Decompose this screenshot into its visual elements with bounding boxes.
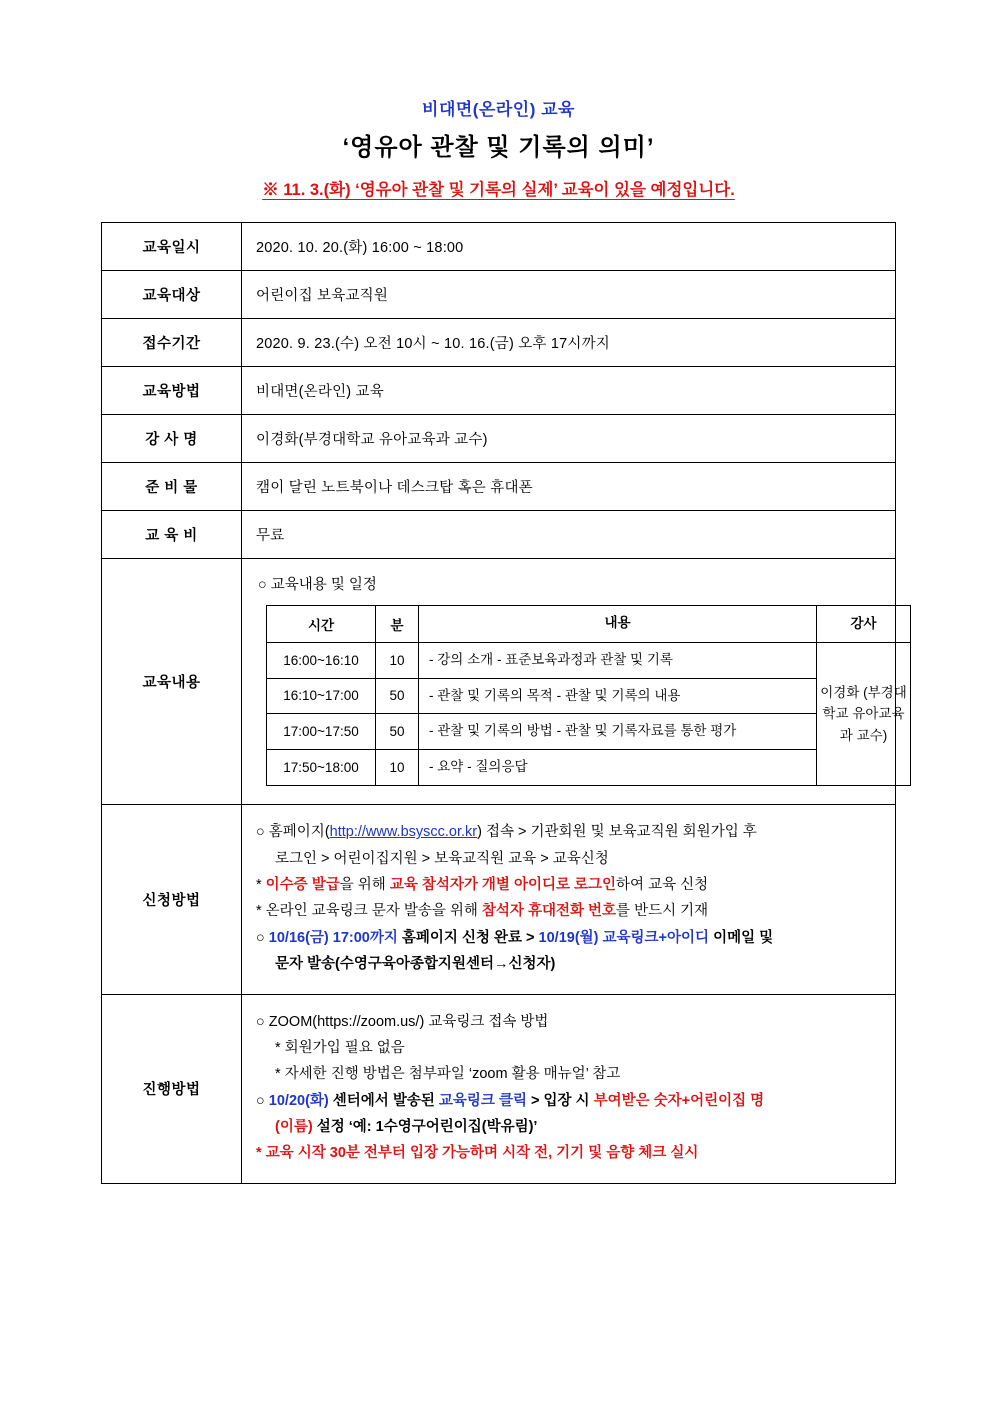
apply-line-3-red2: 교육 참석자가 개별 아이디로 로그인 bbox=[389, 877, 617, 894]
schedule-minutes: 10 bbox=[376, 750, 419, 786]
schedule-content bbox=[419, 642, 817, 678]
table-row bbox=[102, 271, 896, 319]
apply-line-5-c: 이메일 및 bbox=[709, 929, 774, 946]
row-value-instructor: 이경화(부경대학교 유아교육과 교수) bbox=[242, 415, 896, 463]
schedule-content bbox=[419, 750, 817, 786]
schedule-minutes: 50 bbox=[376, 714, 419, 750]
process-line-5-red2: (이름) bbox=[275, 1119, 313, 1136]
schedule-header-row bbox=[267, 606, 911, 643]
row-value-curriculum bbox=[242, 559, 907, 805]
table-row-apply bbox=[102, 805, 896, 994]
apply-line-5-a: ○ bbox=[256, 929, 269, 946]
table-row-process bbox=[102, 994, 896, 1183]
table-row bbox=[102, 223, 896, 271]
instructor-affiliation-line: 유아교육과 bbox=[839, 706, 905, 743]
header-notice: ※ 11. 3.(화) ‘영유아 관찰 및 기록의 실제’ 교육이 있을 예정입니다. bbox=[262, 181, 735, 199]
apply-line-1-a: ○ 홈페이지( bbox=[256, 824, 330, 841]
apply-line-4-a: * 온라인 교육링크 문자 발송을 위해 bbox=[256, 903, 482, 920]
schedule-time: 17:00~17:50 bbox=[267, 714, 376, 750]
schedule-time: 16:10~17:00 bbox=[267, 678, 376, 714]
schedule-row bbox=[267, 714, 911, 750]
process-line-4 bbox=[256, 1088, 881, 1114]
apply-line-6-text: 문자 발송(수영구육아종합지원센터→신청자) bbox=[275, 956, 556, 973]
row-label-registration-period: 접수기간 bbox=[102, 319, 242, 367]
schedule-header-instructor: 강사 bbox=[817, 606, 911, 643]
row-value-apply bbox=[242, 805, 896, 994]
row-value-registration-period: 2020. 9. 23.(수) 오전 10시 ~ 10. 16.(금) 오후 17시까지 bbox=[242, 319, 896, 367]
schedule-minutes: 10 bbox=[376, 642, 419, 678]
process-line-6 bbox=[256, 1140, 881, 1166]
apply-line-4-red: 참석자 휴대전화 번호 bbox=[481, 903, 617, 920]
homepage-link[interactable]: http://www.bsyscc.or.kr bbox=[329, 824, 478, 841]
schedule-content-line: - 관찰 및 기록의 방법 bbox=[429, 723, 553, 739]
process-line-1: ○ ZOOM(https://zoom.us/) 교육링크 접속 방법 bbox=[256, 1013, 549, 1030]
apply-line-5-blue2: 10/19(월) 교육링크+아이디 bbox=[538, 929, 710, 946]
row-label-apply: 신청방법 bbox=[102, 805, 242, 994]
schedule-content-line: - 표준보육과정과 관찰 및 기록 bbox=[496, 651, 673, 667]
row-value-method: 비대면(온라인) 교육 bbox=[242, 367, 896, 415]
course-info-table bbox=[101, 222, 907, 1184]
schedule-content-line: - 요약 bbox=[429, 759, 464, 775]
row-label-datetime: 교육일시 bbox=[102, 223, 242, 271]
apply-line-3-c: 하여 교육 신청 bbox=[616, 877, 709, 894]
apply-line-1-b: ) 접속 > 기관회원 및 보육교직원 회원가입 후 bbox=[477, 824, 757, 841]
schedule-time: 17:50~18:00 bbox=[267, 750, 376, 786]
row-value-process bbox=[242, 994, 896, 1183]
table-row bbox=[102, 367, 896, 415]
process-line-4-red1: 부여받은 숫자+어린이집 명 bbox=[593, 1092, 765, 1109]
schedule-content-line: - 관찰 및 기록의 목적 bbox=[429, 687, 553, 703]
schedule-content bbox=[419, 714, 817, 750]
apply-line-3 bbox=[256, 872, 881, 898]
row-value-datetime: 2020. 10. 20.(화) 16:00 ~ 18:00 bbox=[242, 223, 896, 271]
row-label-materials: 준 비 물 bbox=[102, 463, 242, 511]
process-line-5 bbox=[256, 1114, 881, 1140]
apply-line-2: 로그인 > 어린이집지원 > 보육교직원 교육 > 교육신청 bbox=[275, 850, 609, 867]
table-row bbox=[102, 511, 896, 559]
process-line-6-red: 교육 시작 30분 전부터 입장 가능하며 시작 전, 기기 및 음향 체크 실시 bbox=[265, 1145, 699, 1162]
schedule-content-line: - 질의응답 bbox=[467, 759, 528, 775]
table-row-curriculum bbox=[102, 559, 896, 805]
process-line-4-a: ○ bbox=[256, 1092, 269, 1109]
row-value-fee: 무료 bbox=[242, 511, 896, 559]
process-line-2: * 회원가입 필요 없음 bbox=[275, 1039, 405, 1056]
apply-line-5 bbox=[256, 925, 881, 951]
process-line-6-a: * bbox=[256, 1145, 266, 1162]
table-row bbox=[102, 463, 896, 511]
row-label-instructor: 강 사 명 bbox=[102, 415, 242, 463]
row-value-audience: 어린이집 보육교직원 bbox=[242, 271, 896, 319]
row-label-curriculum: 교육내용 bbox=[102, 559, 242, 805]
header-subtitle: 비대면(온라인) 교육 bbox=[422, 100, 575, 119]
schedule-instructor-cell bbox=[817, 642, 911, 786]
schedule-header-content: 내용 bbox=[419, 606, 817, 643]
apply-line-3-a: * bbox=[256, 877, 266, 894]
process-line-4-blue2: 교육링크 클릭 bbox=[438, 1092, 527, 1109]
instructor-affiliation-line: (부경대학교 bbox=[822, 684, 907, 722]
schedule-content-line: - 강의 소개 bbox=[429, 651, 494, 667]
process-line-3: * 자세한 진행 방법은 첨부파일 ‘zoom 활용 매뉴얼’ 참고 bbox=[275, 1066, 621, 1083]
process-line-4-blue1: 10/20(화) bbox=[268, 1092, 329, 1109]
row-label-audience: 교육대상 bbox=[102, 271, 242, 319]
schedule-content bbox=[419, 678, 817, 714]
schedule-header-time: 시간 bbox=[267, 606, 376, 643]
apply-line-1 bbox=[256, 819, 881, 845]
schedule-minutes: 50 bbox=[376, 678, 419, 714]
row-label-fee: 교 육 비 bbox=[102, 511, 242, 559]
schedule-row bbox=[267, 678, 911, 714]
schedule-header-minutes: 분 bbox=[376, 606, 419, 643]
apply-line-3-b: 을 위해 bbox=[339, 877, 390, 894]
process-line-5-a: 설정 ‘예: 1수영구어린이집(박유림)’ bbox=[312, 1119, 538, 1136]
apply-line-6 bbox=[256, 951, 881, 977]
process-line-4-c: > 입장 시 bbox=[526, 1092, 594, 1109]
apply-text bbox=[256, 819, 881, 977]
apply-line-4 bbox=[256, 898, 881, 924]
apply-line-5-blue1: 10/16(금) 17:00까지 bbox=[268, 929, 398, 946]
curriculum-bullet: ○ 교육내용 및 일정 bbox=[258, 577, 377, 593]
page-title: ‘영유아 관찰 및 기록의 의미’ bbox=[342, 134, 655, 161]
schedule-row bbox=[267, 750, 911, 786]
instructor-affiliation-line: 교수) bbox=[856, 727, 888, 743]
schedule-content-line: - 관찰 및 기록자료를 통한 평가 bbox=[556, 723, 737, 739]
process-line-4-b: 센터에서 발송된 bbox=[328, 1092, 439, 1109]
apply-line-4-b: 를 반드시 기재 bbox=[616, 903, 709, 920]
row-label-process: 진행방법 bbox=[102, 994, 242, 1183]
schedule-time: 16:00~16:10 bbox=[267, 642, 376, 678]
row-label-method: 교육방법 bbox=[102, 367, 242, 415]
row-value-materials: 캠이 달린 노트북이나 데스크탑 혹은 휴대폰 bbox=[242, 463, 896, 511]
schedule-row bbox=[267, 642, 911, 678]
table-row bbox=[102, 319, 896, 367]
table-row bbox=[102, 415, 896, 463]
process-text bbox=[256, 1009, 881, 1167]
instructor-name: 이경화 bbox=[820, 684, 860, 700]
schedule-table bbox=[266, 605, 911, 786]
apply-line-5-b: 홈페이지 신청 완료 > bbox=[397, 929, 539, 946]
schedule-content-line: - 관찰 및 기록의 내용 bbox=[556, 687, 681, 703]
apply-line-3-red1: 이수증 발급 bbox=[265, 877, 340, 894]
